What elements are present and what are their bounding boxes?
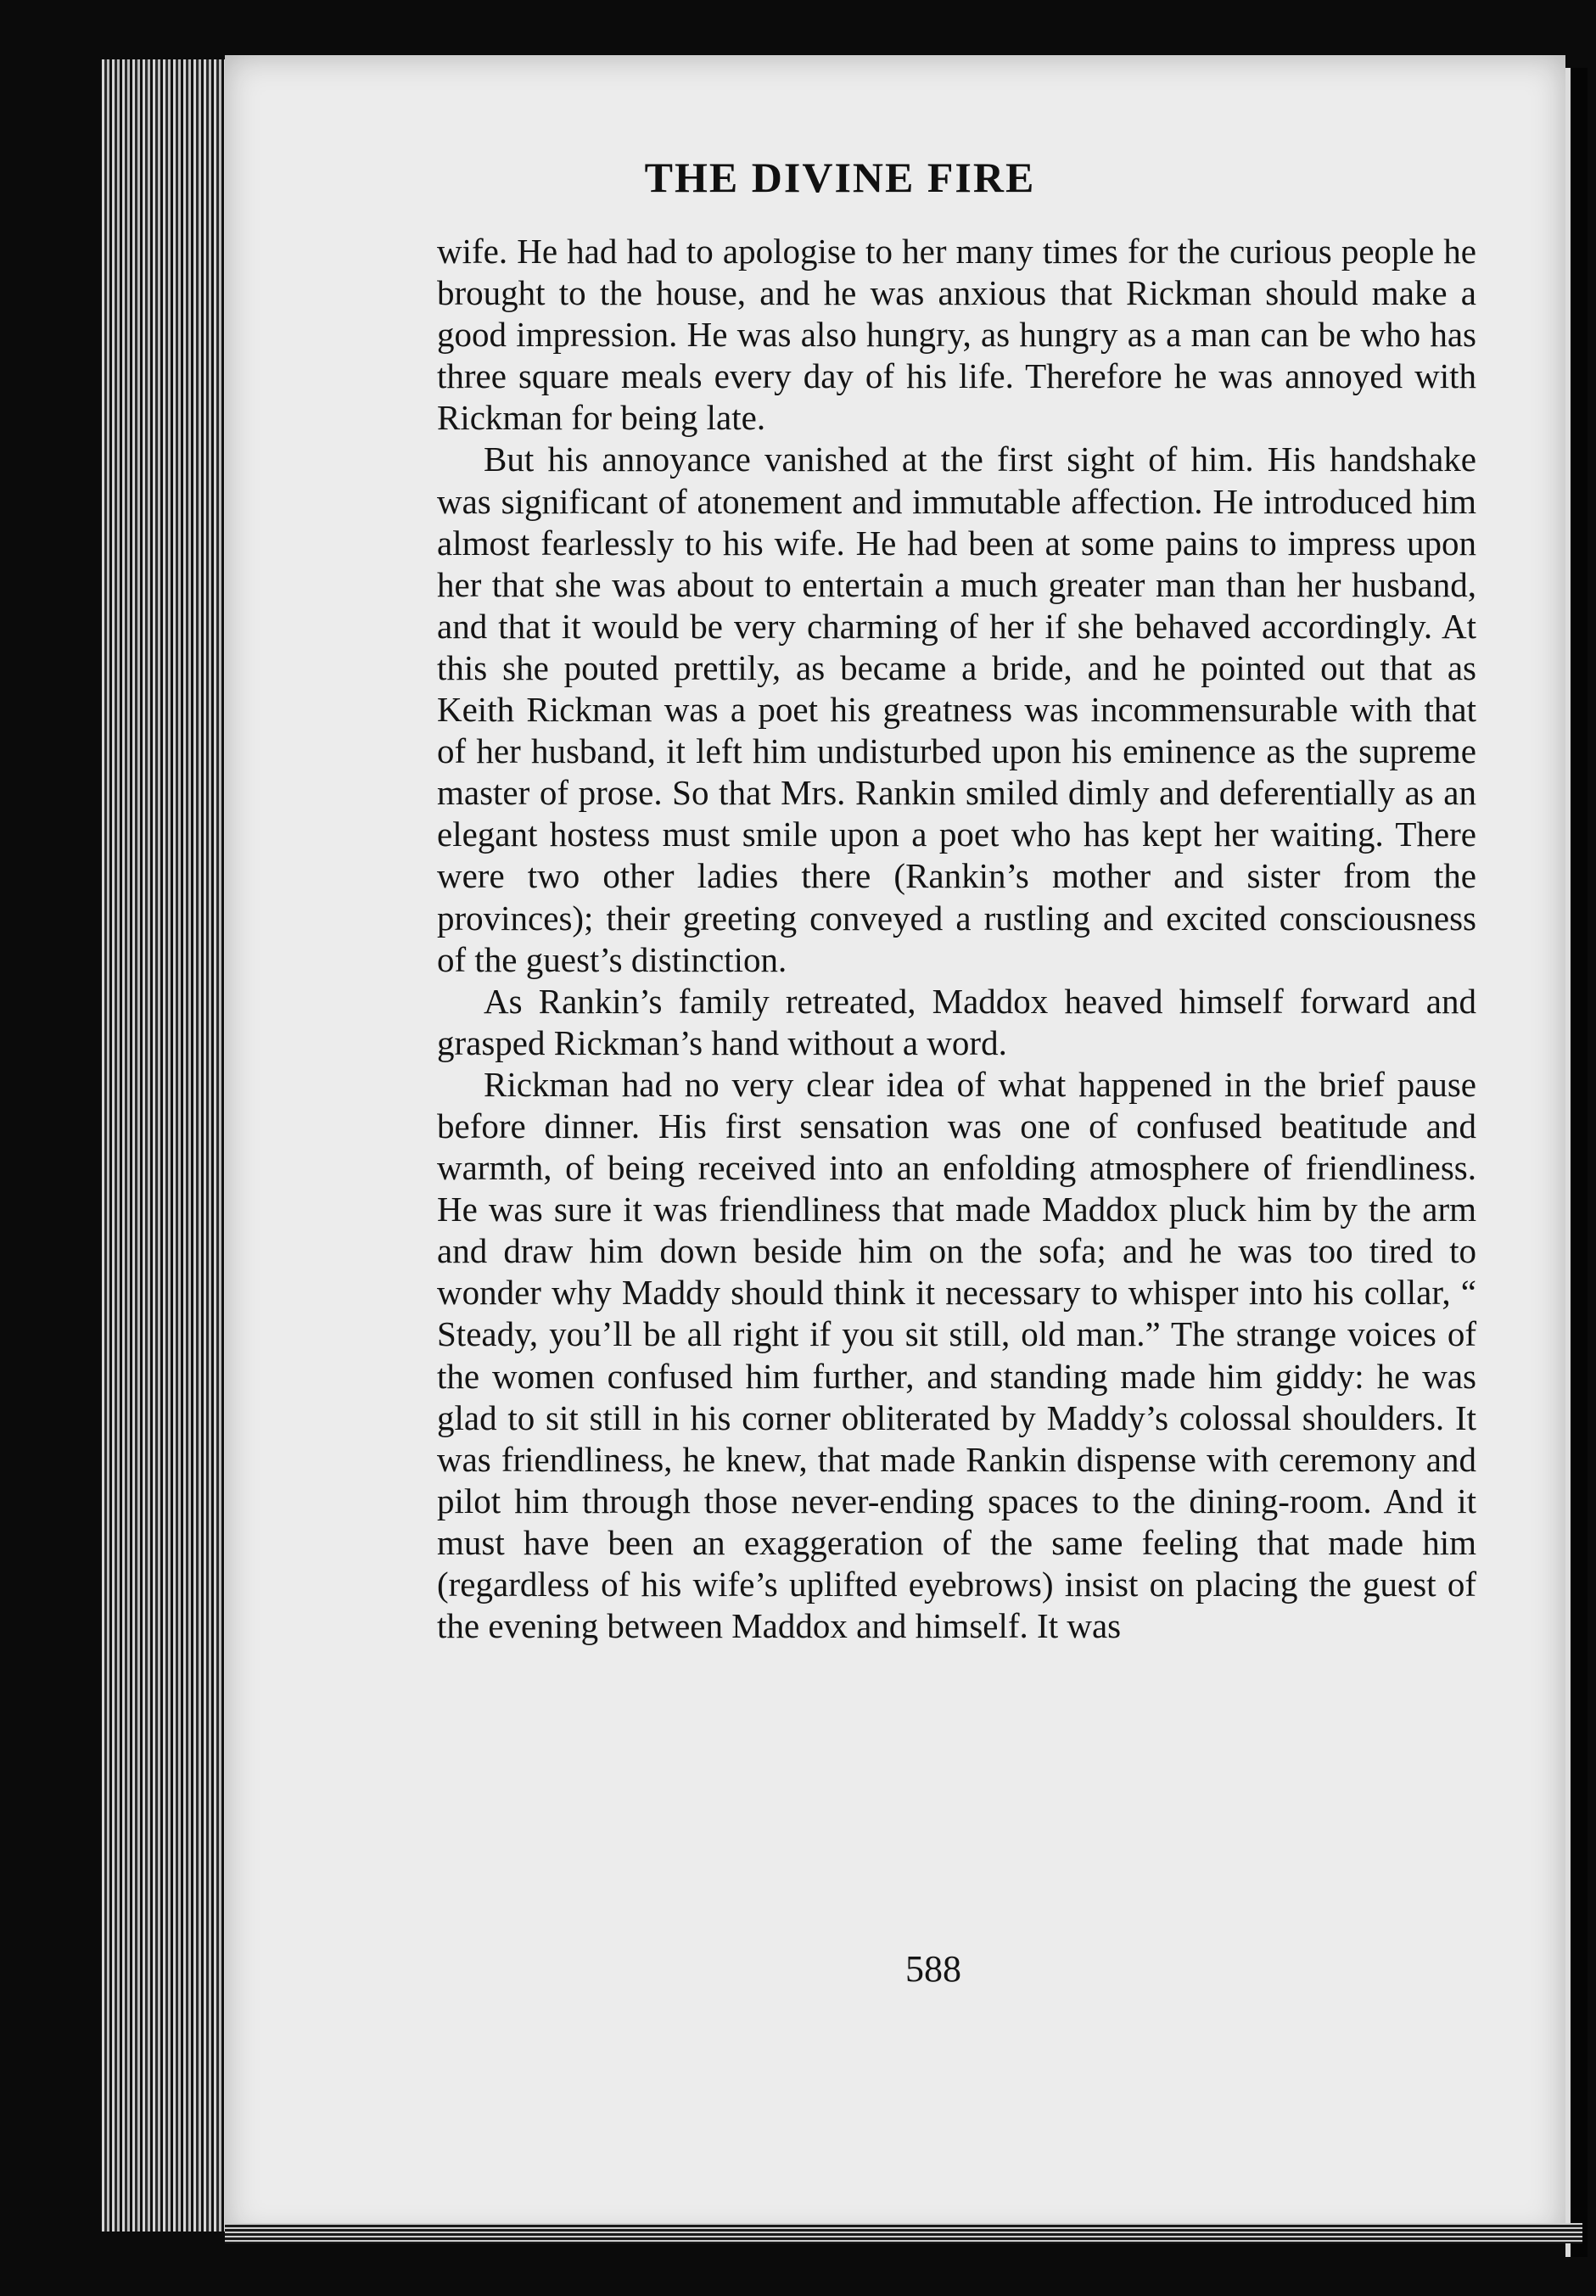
book-bottom-edge: [225, 2223, 1582, 2243]
paragraph-4: Rickman had no very clear idea of what happened in the brief pause before dinner. His first sensation was one of confused beatitude and warmth, of being received into an enfolding atmosphere of friendliness. He was sure it was friendliness that made Maddox pluck him by the arm and draw him down beside him on the sofa; and he was too tired to wonder why Maddy should think it necessary to whisper into his collar, “ Steady, you’ll be all right if you sit still, old man.” The strange voices of the women confused him further, and standing made him giddy: he was glad to sit still in his corner obliterated by Maddy’s colossal shoulders. It was friendliness, he knew, that made Rankin dispense with ceremony and pilot him through those never-ending spaces to the dining-room. And it must have been an exaggeration of the same feeling that made him (regardless of his wife’s uplifted eyebrows) insist on placing the guest of the evening between Maddox and himself. It was: [437, 1064, 1476, 1646]
page-number: 588: [905, 1948, 961, 1990]
book-right-edge: [1565, 68, 1588, 2257]
paragraph-2: But his annoyance vanished at the first sight of him. His handshake was significant of atonement and immutable affection. He introduced him almost fearlessly to his wife. He had been at some pains to impress upon her that she was about to entertain a much greater man than her husband, and that it would be very charming of her if she behaved accordingly. At this she pouted prettily, as became a bride, and he pointed out that as Keith Rickman was a poet his greatness was incommensurable with that of her husband, it left him undisturbed upon his eminence as the supreme master of prose. So that Mrs. Rankin smiled dimly and deferentially as an elegant hostess must smile upon a poet who has kept her waiting. There were two other ladies there (Rankin’s mother and sister from the provinces); their greeting conveyed a rustling and excited consciousness of the guest’s distinction.: [437, 440, 1476, 979]
book-page-edges: [102, 59, 238, 2232]
body-text: [437, 231, 1476, 1647]
running-head: THE DIVINE FIRE: [644, 154, 1036, 201]
paragraph-3: As Rankin’s family retreated, Maddox heaved himself forward and grasped Rickman’s hand without a word.: [437, 981, 1476, 1062]
paragraph-1: wife. He had had to apologise to her many times for the curious people he brought to the house, and he was anxious that Rickman should make a good impression. He was also hungry, as hungry as a man can be who has three square meals every day of his life. Therefore he was annoyed with Rickman for being late.: [437, 232, 1476, 438]
